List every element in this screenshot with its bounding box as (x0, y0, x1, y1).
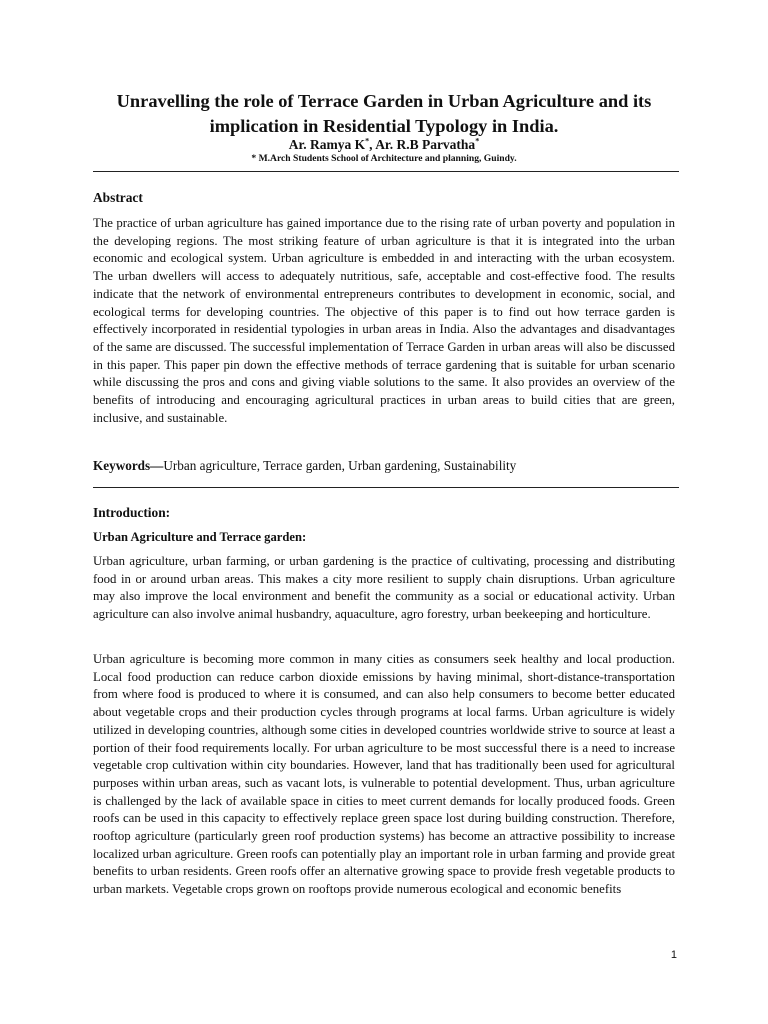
page-number: 1 (670, 949, 677, 961)
body-paragraph: Urban agriculture is becoming more common in many cities as consumers seek healthy and local production. Local food production can reduce carbon dioxide emissions by having minimal, short-distance-transportation from where food is produced to where it is consumed, and can also help consumers to become better educated about vegetable crops and their production cycles through programs at local farms. Urban agriculture is widely utilized in developing countries, although some cities in developed countries worldwide strive to source at least a portion of their food requirements locally. For urban agriculture to be most successful there is a need to increase vegetable crop cultivation within city boundaries. However, land that has traditionally been used for agricultural purposes within urban areas, such as vacant lots, is vulnerable to potential development. Thus, urban agriculture is challenged by the lack of available space in cities to meet current demands for locally produced foods. Green roofs can be used in this capacity to effectively replace green space lost during building construction. Therefore, rooftop agriculture (particularly green roof production systems) has become an attractive possibility to increase localized urban agriculture. Green roofs can potentially play an important role in urban farming and provide great benefits to urban residents. Green roofs offer an alternative growing space to provide fresh vegetable products to urban markets. Vegetable crops grown on rooftops provide numerous ecological and economic benefits (93, 652, 675, 897)
keywords-line (93, 457, 675, 475)
author-separator: , (369, 137, 376, 152)
body-paragraph: Urban agriculture, urban farming, or urban gardening is the practice of cultivating, processing and distributing food in or around urban areas. This makes a city more resilient to supply chain disruptions. Urban agriculture may also improve the local environment and benefit the community as a social or educational activity. Urban agriculture can also involve animal husbandry, aquaculture, agro forestry, urban beekeeping and horticulture. (93, 554, 675, 622)
author-name: Ar. Ramya K (288, 137, 366, 152)
abstract-heading: Abstract (93, 190, 143, 205)
keywords-text: Urban agriculture, Terrace garden, Urban gardening, Sustainability (163, 458, 517, 473)
author-footnote-mark: * (365, 136, 370, 146)
introduction-heading: Introduction: (93, 505, 171, 520)
paper-title: Unravelling the role of Terrace Garden in Urban Agriculture and its implication in Residential Typology in India. (116, 91, 652, 136)
abstract-text: The practice of urban agriculture has gained importance due to the rising rate of urban poverty and population in the developing regions. The most striking feature of urban agriculture is that it is integrated into the urban economic and ecological system. Urban agriculture is embedded in and interacting with the urban ecosystem. The urban dwellers will access to adequately nutritious, safe, acceptable and cost-effective food. The results indicate that the network of environmental entrepreneurs contributes to development in economic, social, and ecological terms for developing countries. The objective of this paper is to find out how terrace garden is effectively incorporated in residential typologies in urban areas in India. Also the advantages and disadvantages of the same are discussed. The successful implementation of Terrace Garden in urban areas will also be discussed in this paper. This paper pin down the effective methods of terrace gardening that is suitable for urban scenario while discussing the pros and cons and giving viable solutions to the same. It also provides an overview of the benefits of introducing and encouraging agricultural practices in urban areas to build cities that are green, inclusive, and sustainable. (93, 216, 675, 425)
author-line (93, 137, 675, 153)
abstract-divider (93, 487, 679, 488)
subsection-heading: Urban Agriculture and Terrace garden: (93, 530, 307, 544)
header-divider (93, 171, 679, 172)
keywords-label: Keywords— (93, 458, 164, 473)
author-affiliation: * M.Arch Students School of Architecture and planning, Guindy. (251, 153, 517, 164)
author-footnote-mark: * (475, 136, 480, 146)
author-name: Ar. R.B Parvatha (375, 137, 476, 152)
